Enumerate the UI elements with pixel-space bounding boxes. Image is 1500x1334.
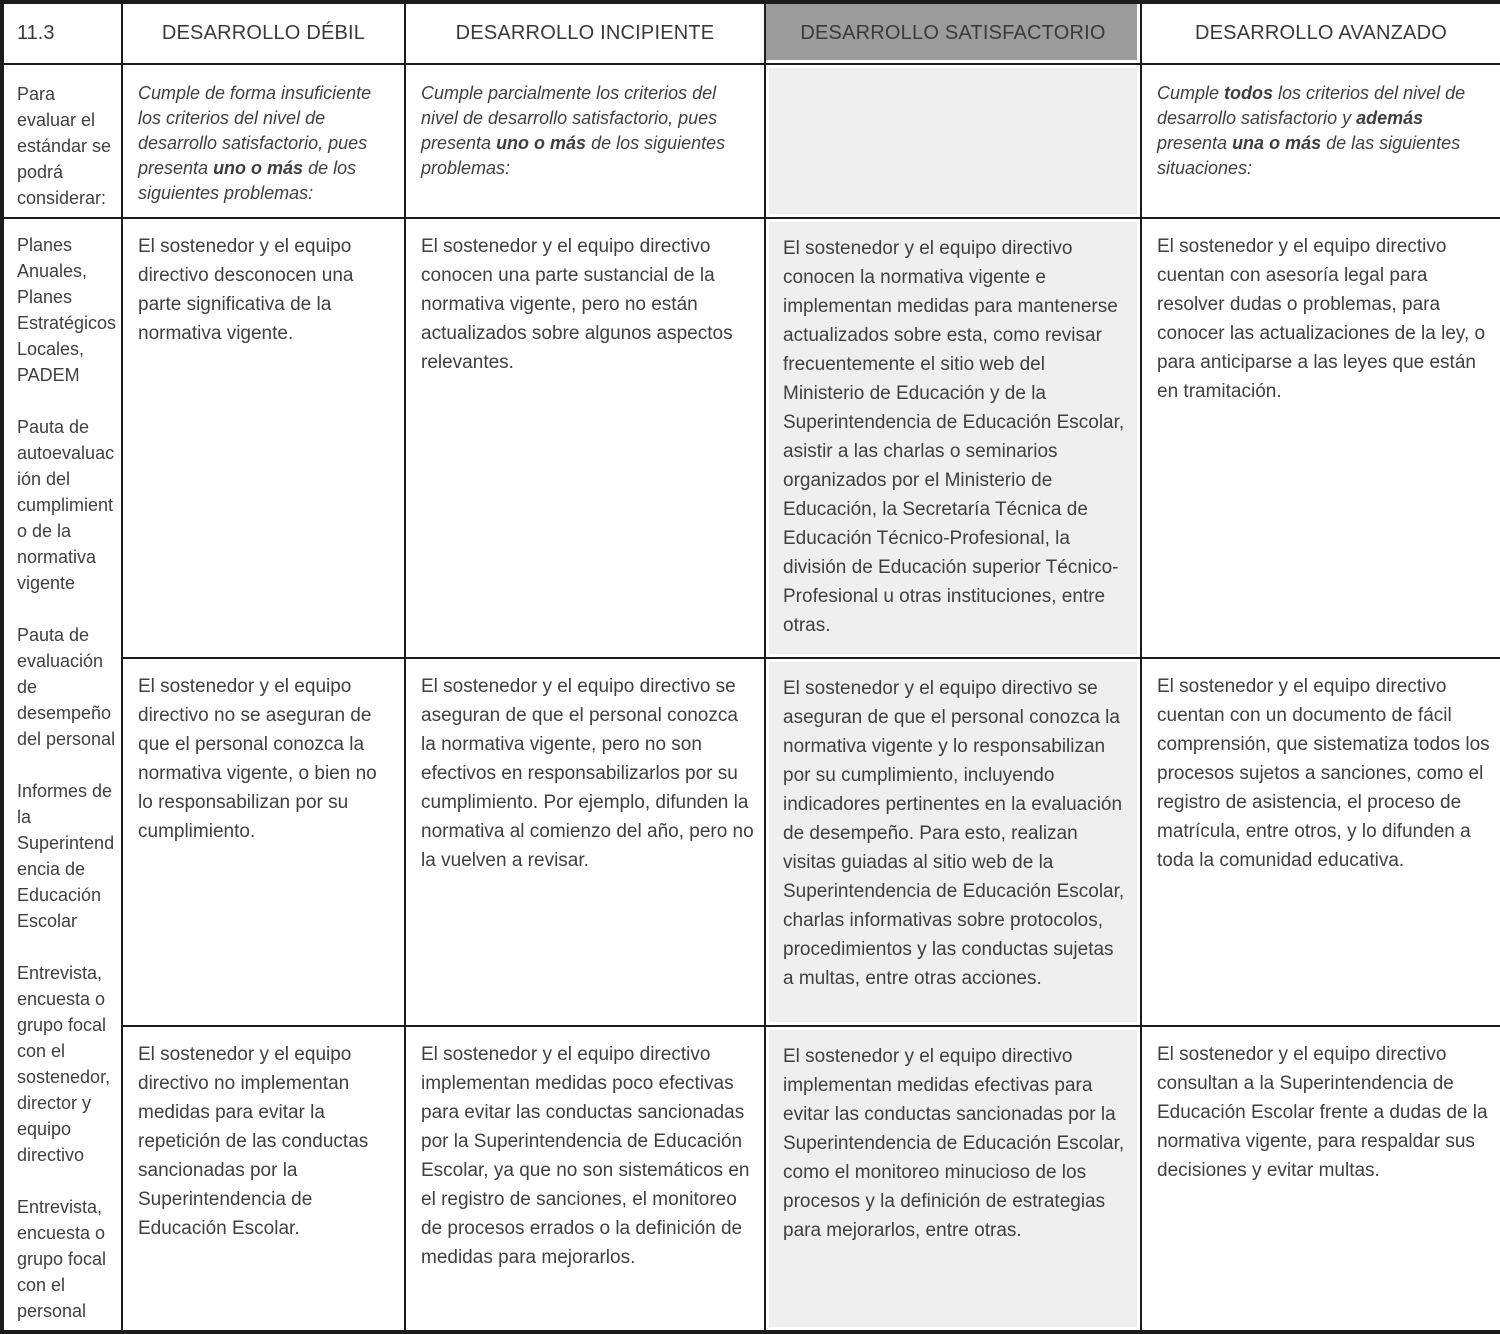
- intro-bold-segment: además: [1356, 108, 1424, 128]
- intro-bold-segment: uno o más: [496, 133, 587, 153]
- intro-cell-satisfactorio-empty: [765, 64, 1141, 218]
- cell-row2-avanzado: El sostenedor y el equipo directivo cuentan con un documento de fácil comprensión, que sistematiza todos los procesos sujetos a sanciones, como el registro de asistencia, el proceso de matrícula, entre otros, y lo difunden a toda la comunidad educativa.: [1141, 658, 1500, 1026]
- criterion-row-1: [2, 218, 1500, 658]
- cell-row3-satisfactorio: El sostenedor y el equipo directivo implementan medidas efectivas para evitar las conductas sancionadas por la Superintendencia de Educación Escolar, como el monitoreo minucioso de los procesos y la definición de estrategias para mejorarlos, entre otras.: [765, 1026, 1141, 1332]
- standard-number: 11.3: [2, 2, 122, 64]
- cell-row3-debil: El sostenedor y el equipo directivo no implementan medidas para evitar la repetición de las conductas sancionadas por la Superintendencia de Educación Escolar.: [122, 1026, 405, 1332]
- intro-row: [2, 64, 1500, 218]
- intro-text-segment: de los siguientes problemas:: [138, 158, 357, 203]
- intro-text-segment: Cumple parcialmente los criterios del nivel de desarrollo satisfactorio, pues presenta: [421, 83, 718, 153]
- intro-bold-segment: todos: [1224, 83, 1274, 103]
- intro-cell-avanzado: [1141, 64, 1500, 218]
- header-row: [2, 2, 1500, 64]
- criterion-row-3: [2, 1026, 1500, 1332]
- header-cell-desarrollo-satisfactorio: DESARROLLO SATISFACTORIO: [765, 2, 1141, 64]
- evidence-item: Entrevista, encuesta o grupo focal con el personal: [17, 1197, 107, 1321]
- header-cell-desarrollo-avanzado: DESARROLLO AVANZADO: [1141, 2, 1500, 64]
- cell-row1-debil: El sostenedor y el equipo directivo desconocen una parte significativa de la normativa vigente.: [122, 218, 405, 658]
- cell-row2-satisfactorio: El sostenedor y el equipo directivo se aseguran de que el personal conozca la normativa vigente y lo responsabilizan por su cumplimiento, incluyendo indicadores pertinentes en la evaluación de desempeño. Para esto, realizan visitas guiadas al sitio web de la Superintendencia de Educación Escolar, charlas informativas sobre protocolos, procedimientos y las conductas sujetas a multas, entre otras acciones.: [765, 658, 1141, 1026]
- evidence-item: Planes Anuales, Planes Estratégicos Locales, PADEM: [17, 235, 117, 385]
- intro-text-segment: de las siguientes situaciones:: [1157, 133, 1461, 178]
- cell-row1-incipiente: El sostenedor y el equipo directivo conocen una parte sustancial de la normativa vigente, pero no están actualizados sobre algunos aspectos relevantes.: [405, 218, 765, 658]
- evidence-intro: Para evaluar el estándar se podrá considerar:: [2, 64, 122, 218]
- cell-row1-satisfactorio: El sostenedor y el equipo directivo conocen la normativa vigente e implementan medidas para mantenerse actualizados sobre esta, como revisar frecuentemente el sitio web del Ministerio de Educación y de la Superintendencia de Educación Escolar, asistir a las charlas o seminarios organizados por el Ministerio de Educación, la Secretaría Técnica de Educación Técnico-Profesional, la división de Educación superior Técnico-Profesional u otras instituciones, entre otras.: [765, 218, 1141, 658]
- evidence-item: Informes de la Superintendencia de Educación Escolar: [17, 781, 115, 931]
- evidence-item: Pauta de autoevaluación del cumplimiento de la normativa vigente: [17, 417, 115, 593]
- cell-row3-avanzado: El sostenedor y el equipo directivo consultan a la Superintendencia de Educación Escolar frente a dudas de la normativa vigente, para respaldar sus decisiones y evitar multas.: [1141, 1026, 1500, 1332]
- header-cell-desarrollo-incipiente: DESARROLLO INCIPIENTE: [405, 2, 765, 64]
- intro-text-segment: los criterios del nivel de desarrollo satisfactorio y: [1157, 83, 1466, 128]
- intro-bold-segment: una o más: [1232, 133, 1322, 153]
- cell-row2-incipiente: El sostenedor y el equipo directivo se aseguran de que el personal conozca la normativa vigente, pero no son efectivos en responsabilizarlos por su cumplimiento. Por ejemplo, difunden la normativa al comienzo del año, pero no la vuelven a revisar.: [405, 658, 765, 1026]
- intro-cell-incipiente: [405, 64, 765, 218]
- criterion-row-2: [2, 658, 1500, 1026]
- intro-text-segment: de los siguientes problemas:: [421, 133, 726, 178]
- cell-row3-incipiente: El sostenedor y el equipo directivo implementan medidas poco efectivas para evitar las conductas sancionadas por la Superintendencia de Educación Escolar, ya que no son sistemáticos en el registro de sanciones, el monitoreo de procesos errados o la definición de medidas para mejorarlos.: [405, 1026, 765, 1332]
- cell-row1-avanzado: El sostenedor y el equipo directivo cuentan con asesoría legal para resolver dudas o problemas, para conocer las actualizaciones de la ley, o para anticiparse a las leyes que están en tramitación.: [1141, 218, 1500, 658]
- intro-cell-debil: [122, 64, 405, 218]
- evidence-item: Pauta de evaluación de desempeño del personal: [17, 625, 116, 749]
- header-cell-desarrollo-debil: DESARROLLO DÉBIL: [122, 2, 405, 64]
- intro-text-segment: Cumple: [1157, 83, 1225, 103]
- evidence-item: Entrevista, encuesta o grupo focal con el sostenedor, director y equipo directivo: [17, 963, 111, 1165]
- cell-row2-debil: El sostenedor y el equipo directivo no se aseguran de que el personal conozca la normativa vigente, o bien no lo responsabilizan por su cumplimiento.: [122, 658, 405, 1026]
- intro-text-segment: presenta: [1157, 133, 1233, 153]
- intro-bold-segment: uno o más: [213, 158, 304, 178]
- evidence-list-cell: [2, 218, 122, 1332]
- intro-text-segment: Cumple de forma insuficiente los criterios del nivel de desarrollo satisfactorio, pues presenta: [138, 83, 372, 178]
